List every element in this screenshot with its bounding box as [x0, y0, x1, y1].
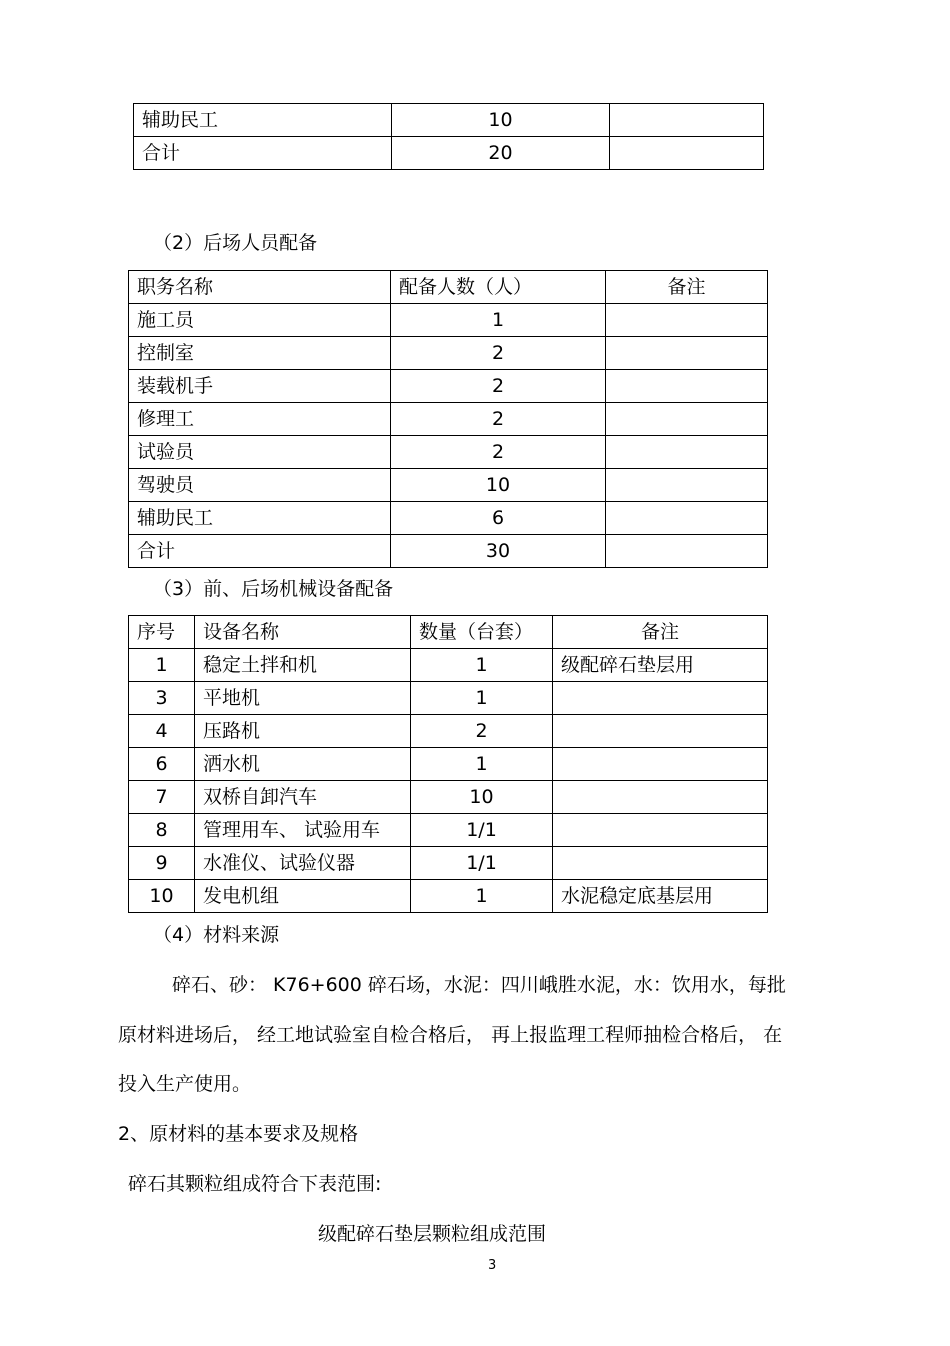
- cell-equipment: 稳定土拌和机: [195, 649, 411, 682]
- cell-role: 装载机手: [129, 370, 391, 403]
- table-row: [129, 814, 768, 847]
- cell-count: 30: [391, 535, 606, 568]
- table-row: [129, 682, 768, 715]
- cell-note: 级配碎石垫层用: [553, 649, 768, 682]
- cell-role: 控制室: [129, 337, 391, 370]
- cell-note: [553, 781, 768, 814]
- cell-note: [606, 304, 768, 337]
- material-source-line-2: 原材料进场后， 经工地试验室自检合格后， 再上报监理工程师抽检合格后， 在: [118, 1024, 783, 1046]
- material-source-line-1: 碎石、砂： K76+600 碎石场，水泥：四川峨胜水泥，水：饮用水，每批: [172, 974, 786, 996]
- cell-index: 9: [129, 847, 195, 880]
- cell-note: [606, 502, 768, 535]
- table-row: [129, 649, 768, 682]
- cell-note: [553, 682, 768, 715]
- cell-index: 7: [129, 781, 195, 814]
- cell-equipment: 压路机: [195, 715, 411, 748]
- cell-note: [553, 847, 768, 880]
- cell-equipment: 发电机组: [195, 880, 411, 913]
- cell-equipment: 管理用车、 试验用车: [195, 814, 411, 847]
- cell-note: [553, 748, 768, 781]
- table-row: [129, 847, 768, 880]
- table-row: [129, 337, 768, 370]
- cell-count: 1: [391, 304, 606, 337]
- table-equipment: [128, 615, 768, 913]
- cell-index: 4: [129, 715, 195, 748]
- cell-role: 合计: [129, 535, 391, 568]
- table-row: [129, 436, 768, 469]
- cell-count: 2: [391, 337, 606, 370]
- table-row: [129, 370, 768, 403]
- cell-note: [606, 436, 768, 469]
- header-note: 备注: [553, 616, 768, 649]
- section-heading-back-staff: （2）后场人员配备: [153, 232, 318, 254]
- cell-index: 10: [129, 880, 195, 913]
- cell-note: [610, 137, 764, 170]
- table-row: [129, 781, 768, 814]
- cell-role: 合计: [134, 137, 392, 170]
- cell-quantity: 2: [411, 715, 553, 748]
- cell-quantity: 1: [411, 682, 553, 715]
- cell-note: 水泥稳定底基层用: [553, 880, 768, 913]
- cell-count: 2: [391, 436, 606, 469]
- table-row: [129, 469, 768, 502]
- cell-index: 3: [129, 682, 195, 715]
- table-row: [134, 137, 764, 170]
- cell-equipment: 平地机: [195, 682, 411, 715]
- table-row: [134, 104, 764, 137]
- cell-quantity: 1/1: [411, 814, 553, 847]
- cell-role: 试验员: [129, 436, 391, 469]
- cell-count: 10: [392, 104, 610, 137]
- cell-count: 2: [391, 370, 606, 403]
- cell-note: [553, 715, 768, 748]
- gradation-table-title: 级配碎石垫层颗粒组成范围: [318, 1223, 547, 1245]
- header-role: 职务名称: [129, 271, 391, 304]
- header-equipment: 设备名称: [195, 616, 411, 649]
- cell-count: 20: [392, 137, 610, 170]
- cell-quantity: 10: [411, 781, 553, 814]
- table-row: [129, 748, 768, 781]
- cell-role: 辅助民工: [129, 502, 391, 535]
- cell-role: 辅助民工: [134, 104, 392, 137]
- header-note: 备注: [606, 271, 768, 304]
- cell-index: 8: [129, 814, 195, 847]
- table-back-staff: [128, 270, 768, 568]
- cell-note: [606, 469, 768, 502]
- table-row: [129, 715, 768, 748]
- cell-count: 2: [391, 403, 606, 436]
- cell-equipment: 洒水机: [195, 748, 411, 781]
- page-number: 3: [488, 1258, 497, 1273]
- cell-role: 修理工: [129, 403, 391, 436]
- gravel-intro-text: 碎石其颗粒组成符合下表范围:: [128, 1173, 382, 1195]
- cell-equipment: 水准仪、试验仪器: [195, 847, 411, 880]
- table-header-row: [129, 616, 768, 649]
- cell-quantity: 1: [411, 649, 553, 682]
- cell-role: 施工员: [129, 304, 391, 337]
- table-row: [129, 535, 768, 568]
- cell-quantity: 1: [411, 748, 553, 781]
- table-row: [129, 403, 768, 436]
- table-row: [129, 502, 768, 535]
- cell-index: 6: [129, 748, 195, 781]
- cell-note: [606, 337, 768, 370]
- cell-count: 6: [391, 502, 606, 535]
- cell-count: 10: [391, 469, 606, 502]
- cell-note: [606, 370, 768, 403]
- header-count: 配备人数（人）: [391, 271, 606, 304]
- cell-quantity: 1/1: [411, 847, 553, 880]
- section-heading-equipment: （3）前、后场机械设备配备: [153, 578, 394, 600]
- cell-note: [606, 535, 768, 568]
- table-header-row: [129, 271, 768, 304]
- cell-note: [553, 814, 768, 847]
- table-row: [129, 880, 768, 913]
- header-quantity: 数量（台套）: [411, 616, 553, 649]
- cell-role: 驾驶员: [129, 469, 391, 502]
- header-index: 序号: [129, 616, 195, 649]
- cell-equipment: 双桥自卸汽车: [195, 781, 411, 814]
- cell-note: [606, 403, 768, 436]
- table-row: [129, 304, 768, 337]
- material-source-line-3: 投入生产使用。: [118, 1073, 252, 1095]
- section-title-raw-materials: 2、原材料的基本要求及规格: [118, 1123, 359, 1145]
- cell-quantity: 1: [411, 880, 553, 913]
- table-front-staff-continued: [133, 103, 764, 170]
- section-heading-materials: （4）材料来源: [153, 924, 280, 946]
- cell-index: 1: [129, 649, 195, 682]
- cell-note: [610, 104, 764, 137]
